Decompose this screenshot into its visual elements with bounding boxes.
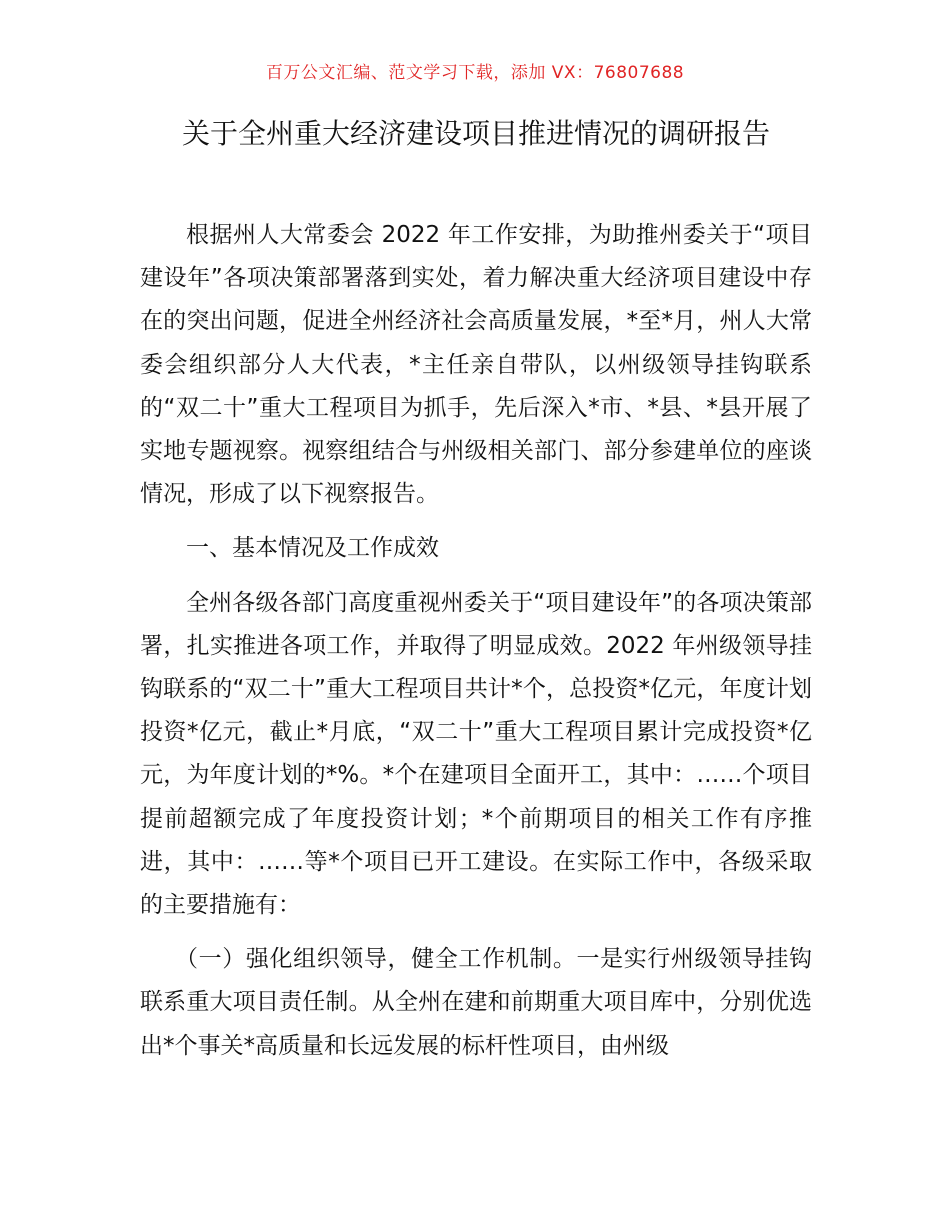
document-title: 关于全州重大经济建设项目推进情况的调研报告 bbox=[181, 117, 770, 150]
intro-paragraph: 根据州人大常委会 2022 年工作安排，为助推州委关于“项目建设年”各项决策部署落到实处，着力解决重大经济项目建设中存在的突出问题，促进全州经济社会高质量发展，*至*月，州人大常委会组织部分人大代表，*主任亲自带队，以州级领导挂钩联系的“双二十”重大工程项目为抓手，先后深入*市、*县、*县开展了实地专题视察。视察组结合与州级相关部门、部分参建单位的座谈情况，形成了以下视察报告。 bbox=[140, 222, 813, 508]
section-heading: 一、基本情况及工作成效 bbox=[186, 535, 439, 562]
document-body bbox=[140, 214, 812, 1068]
header-note: 百万公文汇编、范文学习下载，添加 VX：76807688 bbox=[265, 63, 685, 83]
section-paragraph: 全州各级各部门高度重视州委关于“项目建设年”的各项决策部署，扎实推进各项工作，并取得了明显成效。2022 年州级领导挂钩联系的“双二十”重大工程项目共计*个，总投资*亿元，年度计划投资*亿元，截止*月底，“双二十”重大工程项目累计完成投资*亿元，为年度计划的*%。*个在建项目全面开工，其中：……个项目提前超额完成了年度投资计划；*个前期项目的相关工作有序推进，其中：……等*个项目已开工建设。在实际工作中，各级采取的主要措施有： bbox=[140, 589, 812, 919]
subsection-paragraph: （一）强化组织领导，健全工作机制。一是实行州级领导挂钩联系重大项目责任制。从全州在建和前期重大项目库中，分别优选出*个事关*高质量和长远发展的标杆性项目，由州级 bbox=[140, 946, 812, 1059]
